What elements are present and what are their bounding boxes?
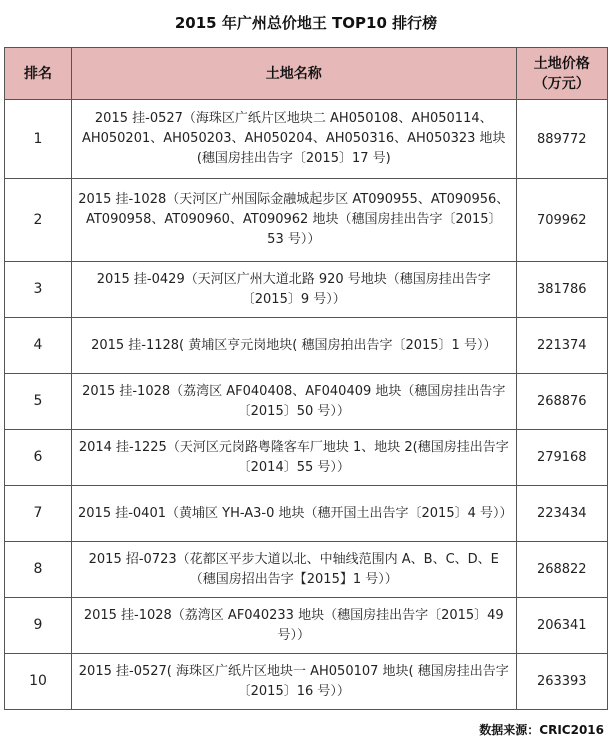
data-source-note: 数据来源：CRIC2016 xyxy=(479,723,604,737)
rank-cell: 4 xyxy=(5,318,72,374)
rank-cell: 3 xyxy=(5,262,72,318)
land-name-cell: 2015 挂-0527( 海珠区广纸片区地块一 AH050107 地块( 穗国房挂出告字〔2015〕16 号）） xyxy=(72,654,517,710)
header-price-line2: （万元） xyxy=(533,75,590,92)
land-name-cell: 2015 招-0723（花都区平步大道以北、中轴线范围内 A、B、C、D、E（穗国房招出告字【2015】1 号）） xyxy=(72,542,517,598)
land-name-cell: 2015 挂-1128( 黄埔区亨元岗地块( 穗国房拍出告字〔2015〕1 号）） xyxy=(72,318,517,374)
land-ranking-table xyxy=(4,47,608,710)
table-row xyxy=(5,262,608,318)
table-row xyxy=(5,430,608,486)
land-name-cell: 2015 挂-1028（天河区广州国际金融城起步区 AT090955、AT090956、AT090958、AT090960、AT090962 地块（穗国房挂出告字〔2015〕53 号）） xyxy=(72,179,517,262)
land-name-cell: 2014 挂-1225（天河区元岗路粤隆客车厂地块 1、地块 2(穗国房挂出告字〔2014〕55 号）） xyxy=(72,430,517,486)
price-cell: 221374 xyxy=(516,318,607,374)
land-name-cell: 2015 挂-0527（海珠区广纸片区地块二 AH050108、AH050114、AH050201、AH050203、AH050204、AH050316、AH050323 地块(穗国房挂出告字〔2015〕17 号) xyxy=(72,100,517,179)
land-name-cell: 2015 挂-0429（天河区广州大道北路 920 号地块（穗国房挂出告字〔2015〕9 号）） xyxy=(72,262,517,318)
rank-cell: 2 xyxy=(5,179,72,262)
price-cell: 279168 xyxy=(516,430,607,486)
rank-cell: 10 xyxy=(5,654,72,710)
land-name-cell: 2015 挂-1028（荔湾区 AF040233 地块（穗国房挂出告字〔2015〕49 号）） xyxy=(72,598,517,654)
table-row xyxy=(5,542,608,598)
table-row xyxy=(5,318,608,374)
table-row xyxy=(5,598,608,654)
rank-cell: 5 xyxy=(5,374,72,430)
land-name-cell: 2015 挂-0401（黄埔区 YH-A3-0 地块（穗开国土出告字〔2015〕4 号）） xyxy=(72,486,517,542)
table-row xyxy=(5,486,608,542)
price-cell: 381786 xyxy=(516,262,607,318)
rank-cell: 1 xyxy=(5,100,72,179)
header-price xyxy=(516,48,607,100)
table-row xyxy=(5,374,608,430)
header-row xyxy=(5,48,608,100)
land-name-cell: 2015 挂-1028（荔湾区 AF040408、AF040409 地块（穗国房挂出告字〔2015〕50 号）） xyxy=(72,374,517,430)
rank-cell: 7 xyxy=(5,486,72,542)
table-title: 2015 年广州总价地王 TOP10 排行榜 xyxy=(174,14,438,32)
price-cell: 263393 xyxy=(516,654,607,710)
rank-cell: 9 xyxy=(5,598,72,654)
header-rank: 排名 xyxy=(5,48,72,100)
table-row xyxy=(5,179,608,262)
price-cell: 889772 xyxy=(516,100,607,179)
price-cell: 223434 xyxy=(516,486,607,542)
table-row xyxy=(5,654,608,710)
header-name: 土地名称 xyxy=(72,48,517,100)
price-cell: 268876 xyxy=(516,374,607,430)
price-cell: 268822 xyxy=(516,542,607,598)
header-price-line1: 土地价格 xyxy=(533,55,590,72)
rank-cell: 8 xyxy=(5,542,72,598)
price-cell: 206341 xyxy=(516,598,607,654)
rank-cell: 6 xyxy=(5,430,72,486)
price-cell: 709962 xyxy=(516,179,607,262)
table-row xyxy=(5,100,608,179)
